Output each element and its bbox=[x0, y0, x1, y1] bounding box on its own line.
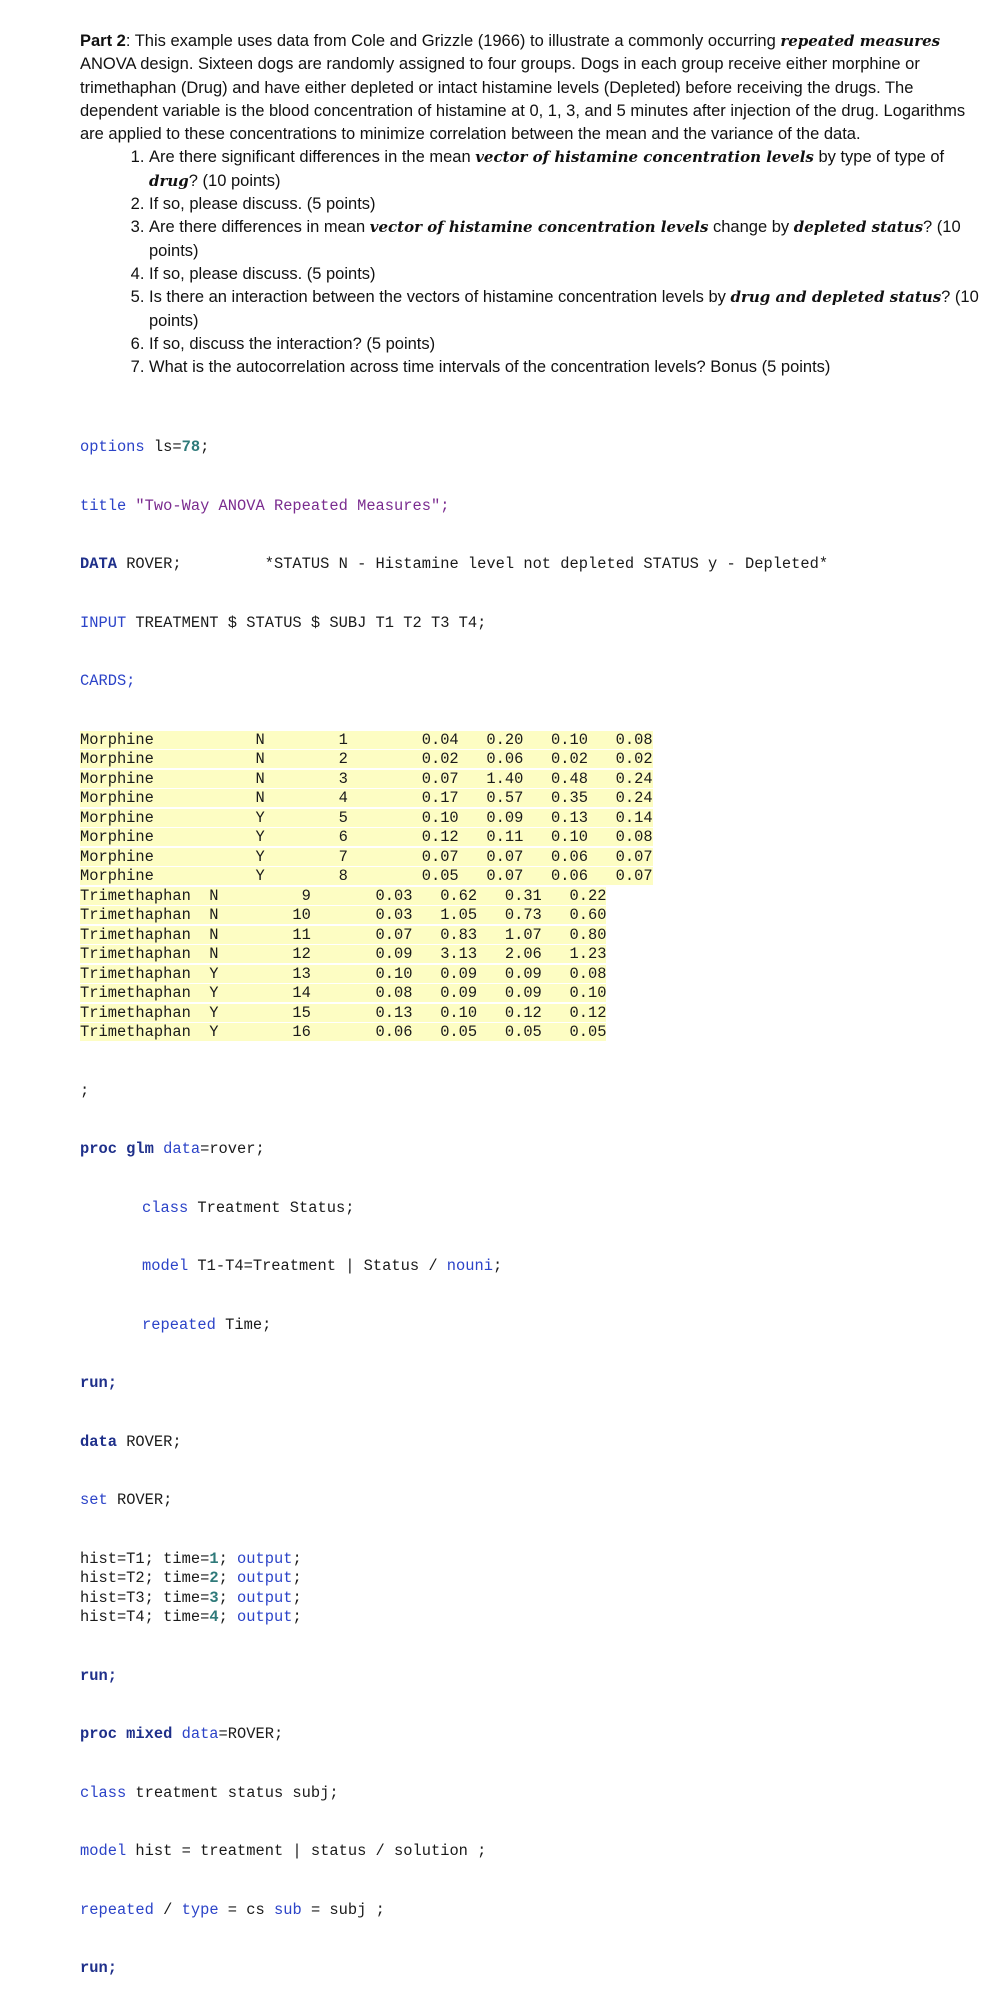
code-data-line: DATA ROVER; *STATUS N - Histamine level not depleted STATUS y - Depleted* bbox=[80, 555, 829, 573]
code-model2-line: model hist = treatment | status / solution ; bbox=[80, 1842, 487, 1860]
code-proc-mixed-line: proc mixed data=ROVER; bbox=[80, 1725, 284, 1743]
intro-text-1: : This example uses data from Cole and Grizzle (1966) to illustrate a commonly occurring bbox=[125, 32, 781, 50]
data-row: Morphine N 2 0.02 0.06 0.02 0.02 bbox=[80, 750, 653, 768]
code-options-line: options ls=78; bbox=[80, 438, 210, 456]
sas-code-block bbox=[80, 399, 828, 1998]
code-data2-line: data ROVER; bbox=[80, 1432, 182, 1451]
code-hist-line: hist=T1; time=1; output; bbox=[80, 1549, 302, 1568]
code-title-line: title "Two-Way ANOVA Repeated Measures"; bbox=[80, 496, 450, 515]
data-row: Morphine N 4 0.17 0.57 0.35 0.24 bbox=[80, 789, 653, 807]
data-row: Trimethaphan Y 13 0.10 0.09 0.09 0.08 bbox=[80, 964, 607, 983]
code-repeated2-line: repeated / type = cs sub = subj ; bbox=[80, 1900, 385, 1919]
code-set-line: set ROVER; bbox=[80, 1491, 173, 1509]
intro-paragraph bbox=[80, 30, 980, 146]
intro-emphasis: repeated measures bbox=[780, 32, 941, 50]
question-6: 6. If so, discuss the interaction? (5 points) bbox=[149, 333, 980, 356]
question-list bbox=[80, 146, 980, 379]
code-semicolon-line: ; bbox=[80, 1081, 90, 1100]
question-5: 5. Is there an interaction between the vectors of histamine concentration levels by drug and depleted status? (10 points) bbox=[149, 286, 980, 333]
part-label: Part 2 bbox=[80, 32, 126, 50]
code-run-line-1: run; bbox=[80, 1374, 117, 1392]
code-run-line-2: run; bbox=[80, 1666, 117, 1685]
data-row: Morphine N 1 0.04 0.20 0.10 0.08 bbox=[80, 730, 653, 749]
code-class-line: class Treatment Status; bbox=[142, 1198, 355, 1217]
code-run-line-3: run; bbox=[80, 1959, 117, 1977]
data-row: Morphine Y 7 0.07 0.07 0.06 0.07 bbox=[80, 847, 653, 866]
code-model-line: model T1-T4=Treatment | Status / nouni; bbox=[142, 1257, 503, 1275]
code-input-line: INPUT TREATMENT $ STATUS $ SUBJ T1 T2 T3 T4; bbox=[80, 613, 487, 632]
data-row: Trimethaphan Y 15 0.13 0.10 0.12 0.12 bbox=[80, 1003, 607, 1022]
question-2: 2. If so, please discuss. (5 points) bbox=[149, 193, 980, 216]
data-row: Morphine N 3 0.07 1.40 0.48 0.24 bbox=[80, 769, 653, 788]
code-repeated-line: repeated Time; bbox=[142, 1315, 272, 1334]
code-hist-line: hist=T2; time=2; output; bbox=[80, 1569, 302, 1587]
data-row: Morphine Y 8 0.05 0.07 0.06 0.07 bbox=[80, 867, 653, 885]
question-3: 3. Are there differences in mean vector of histamine concentration levels change by depleted status? (10 points) bbox=[149, 216, 980, 263]
data-row: Trimethaphan N 9 0.03 0.62 0.31 0.22 bbox=[80, 886, 607, 905]
code-hist-line: hist=T3; time=3; output; bbox=[80, 1588, 302, 1607]
question-7: 7. What is the autocorrelation across time intervals of the concentration levels? Bonus (5 points) bbox=[149, 356, 980, 379]
data-row: Trimethaphan N 11 0.07 0.83 1.07 0.80 bbox=[80, 925, 607, 944]
question-4: 4. If so, please discuss. (5 points) bbox=[149, 263, 980, 286]
data-row: Trimethaphan N 12 0.09 3.13 2.06 1.23 bbox=[80, 945, 607, 963]
intro-text-2: ANOVA design. Sixteen dogs are randomly assigned to four groups. Dogs in each group receive either morphine or trimethaphan (Drug) and have either depleted or intact histamine levels (Depleted) before receiving the drugs. The dependent variable is the blood concentration of histamine at 0, 1, 3, and 5 minutes after injection of the drug. Logarithms are applied to these concentrations to minimize correlation between the mean and the variance of the data. bbox=[80, 55, 966, 144]
code-cards-line: CARDS; bbox=[80, 672, 136, 690]
data-row: Trimethaphan Y 16 0.06 0.05 0.05 0.05 bbox=[80, 1023, 607, 1041]
code-class2-line: class treatment status subj; bbox=[80, 1783, 339, 1802]
data-row: Trimethaphan N 10 0.03 1.05 0.73 0.60 bbox=[80, 906, 607, 924]
hist-lines bbox=[80, 1550, 828, 1628]
code-proc-glm-line: proc glm data=rover; bbox=[80, 1140, 265, 1158]
data-row: Morphine Y 6 0.12 0.11 0.10 0.08 bbox=[80, 828, 653, 846]
data-row: Morphine Y 5 0.10 0.09 0.13 0.14 bbox=[80, 808, 653, 827]
data-row: Trimethaphan Y 14 0.08 0.09 0.09 0.10 bbox=[80, 984, 607, 1002]
assignment-page bbox=[80, 30, 980, 379]
code-hist-line: hist=T4; time=4; output; bbox=[80, 1608, 302, 1626]
data-rows bbox=[80, 731, 828, 1043]
question-1: 1. Are there significant differences in the mean vector of histamine concentration levels by type of type of drug? (10 points) bbox=[149, 146, 980, 193]
